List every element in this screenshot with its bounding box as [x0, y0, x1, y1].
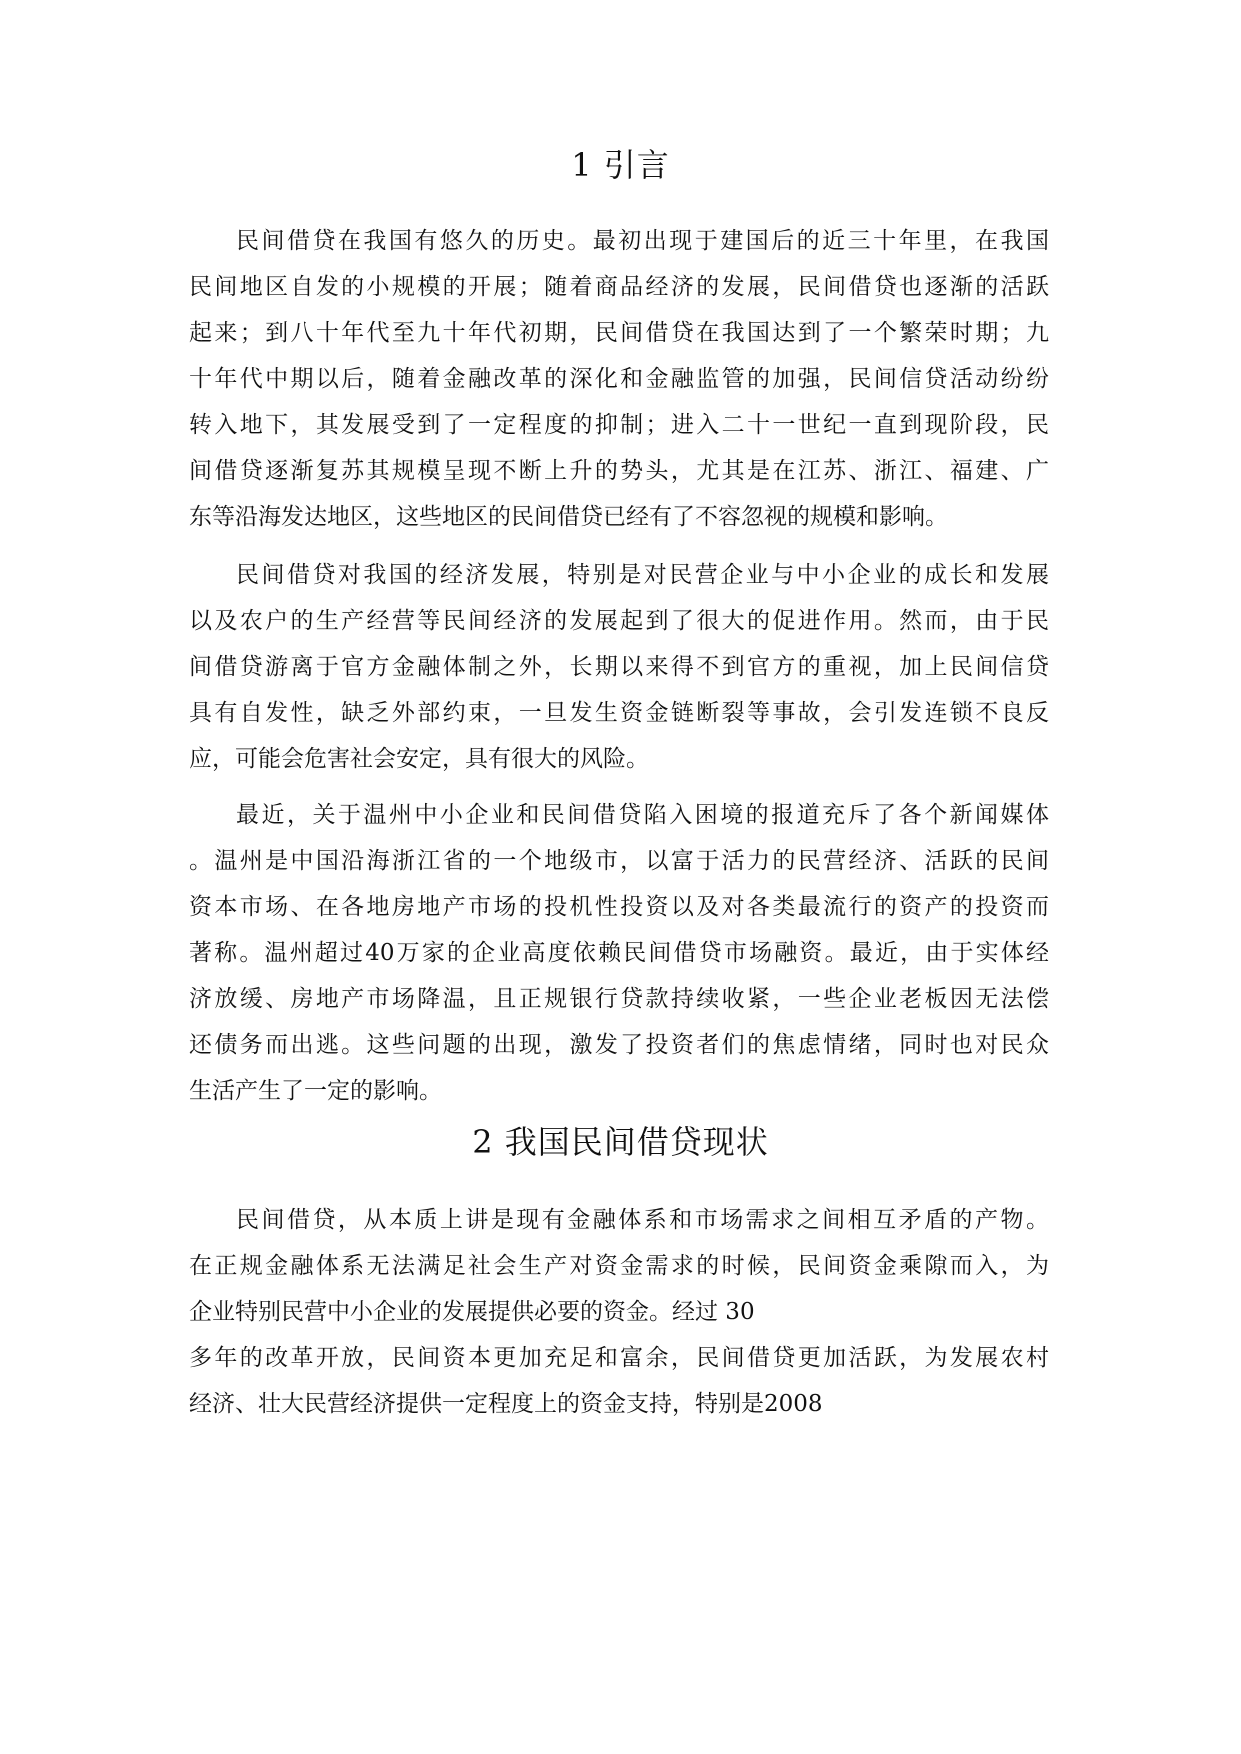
paragraph-line: 还债务而出逃。这些问题的出现，激发了投资者们的焦虑情绪，同时也对民众: [189, 1032, 1049, 1058]
section-title-introduction: 1 引言: [571, 146, 670, 184]
paragraph-line: 民间借贷在我国有悠久的历史。最初出现于建国后的近三十年里，在我国: [236, 228, 1049, 254]
paragraph-line: 多年的改革开放，民间资本更加充足和富余，民间借贷更加活跃，为发展农村: [189, 1345, 1049, 1371]
paragraph-line: 。温州是中国沿海浙江省的一个地级市，以富于活力的民营经济、活跃的民间: [189, 848, 1049, 874]
paragraph-line: 民间借贷对我国的经济发展，特别是对民营企业与中小企业的成长和发展: [236, 562, 1049, 588]
paragraph-4: [189, 1197, 1049, 1427]
paragraph-line: 十年代中期以后，随着金融改革的深化和金融监管的加强，民间信贷活动纷纷: [189, 366, 1049, 392]
paragraph-line: 企业特别民营中小企业的发展提供必要的资金。经过 30: [189, 1299, 755, 1325]
paragraph-line: 民间地区自发的小规模的开展；随着商品经济的发展，民间借贷也逐渐的活跃: [189, 274, 1049, 300]
paragraph-line: 济放缓、房地产市场降温，且正规银行贷款持续收紧，一些企业老板因无法偿: [189, 986, 1049, 1012]
paragraph-line: 生活产生了一定的影响。: [189, 1078, 442, 1104]
paragraph-line: 在正规金融体系无法满足社会生产对资金需求的时候，民间资金乘隙而入，为: [189, 1253, 1049, 1279]
paragraph-line: 具有自发性，缺乏外部约束，一旦发生资金链断裂等事故，会引发连锁不良反: [189, 700, 1049, 726]
paragraph-line: 间借贷游离于官方金融体制之外，长期以来得不到官方的重视，加上民间信贷: [189, 654, 1049, 680]
paragraph-line: 民间借贷，从本质上讲是现有金融体系和市场需求之间相互矛盾的产物。: [236, 1207, 1049, 1233]
paragraph-line: 经济、壮大民营经济提供一定程度上的资金支持，特别是2008: [189, 1391, 823, 1417]
paragraph-line: 著称。温州超过40万家的企业高度依赖民间借贷市场融资。最近，由于实体经: [189, 940, 1049, 966]
paragraph-line: 东等沿海发达地区，这些地区的民间借贷已经有了不容忽视的规模和影响。: [189, 504, 948, 530]
section-title-current-status: 2 我国民间借贷现状: [472, 1123, 769, 1161]
paragraph-3: [189, 792, 1049, 1114]
paragraph-2: [189, 552, 1049, 782]
paragraph-line: 应，可能会危害社会安定，具有很大的风险。: [189, 746, 649, 772]
paragraph-line: 资本市场、在各地房地产市场的投机性投资以及对各类最流行的资产的投资而: [189, 894, 1049, 920]
paragraph-line: 最近，关于温州中小企业和民间借贷陷入困境的报道充斥了各个新闻媒体: [236, 802, 1049, 828]
paragraph-1: [189, 218, 1049, 540]
paragraph-line: 起来；到八十年代至九十年代初期，民间借贷在我国达到了一个繁荣时期；九: [189, 320, 1049, 346]
paragraph-line: 转入地下，其发展受到了一定程度的抑制；进入二十一世纪一直到现阶段，民: [189, 412, 1049, 438]
paragraph-line: 以及农户的生产经营等民间经济的发展起到了很大的促进作用。然而，由于民: [189, 608, 1049, 634]
paragraph-line: 间借贷逐渐复苏其规模呈现不断上升的势头，尤其是在江苏、浙江、福建、广: [189, 458, 1049, 484]
